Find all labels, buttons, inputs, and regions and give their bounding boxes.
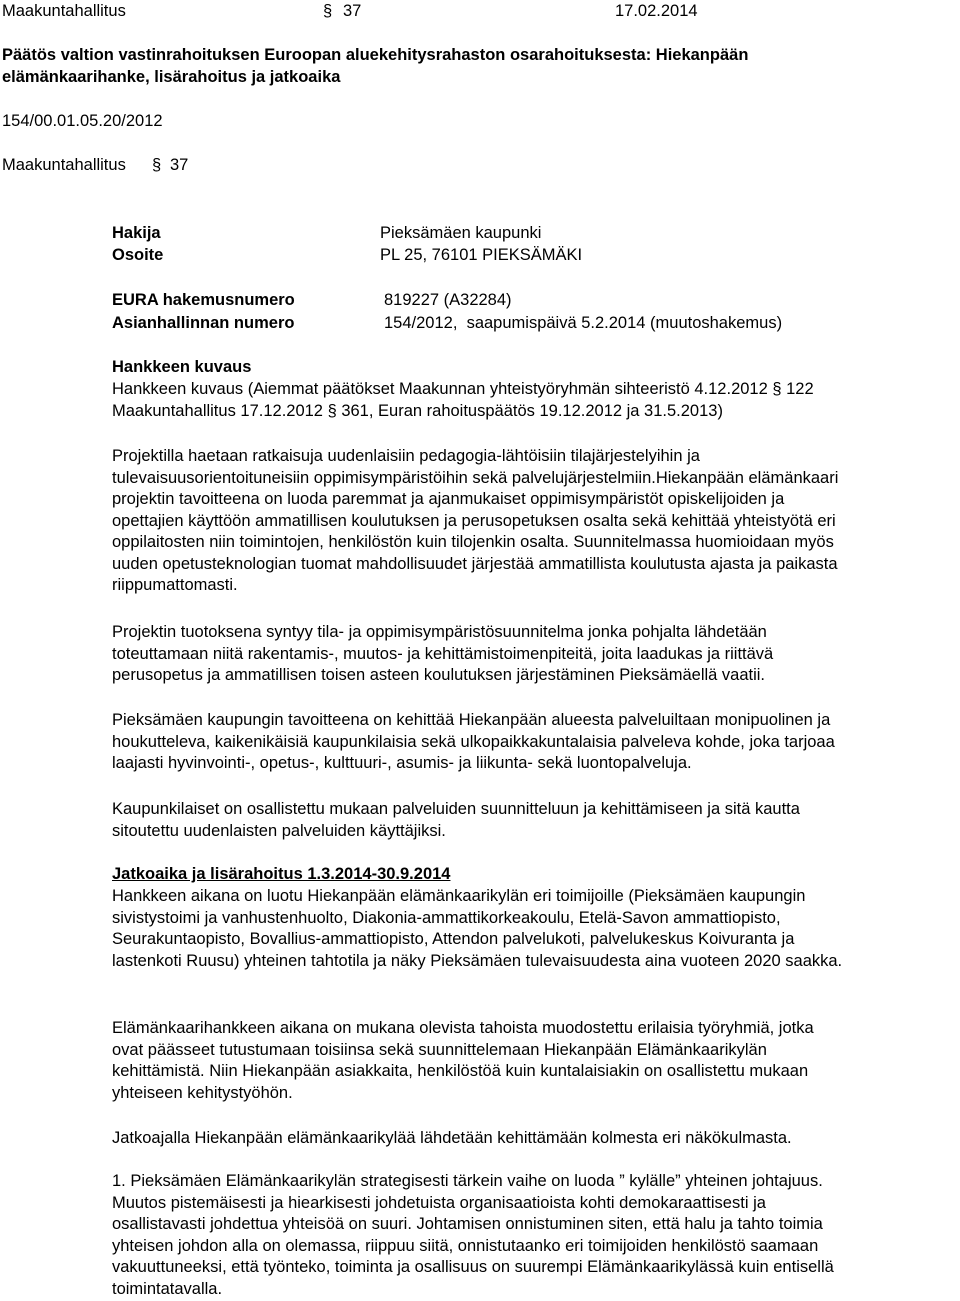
section-mark-icon: § (323, 2, 333, 20)
text-line: ovat päässeet tutustumaan toisiinsa sekä suunnittelemaan Hiekanpään Elämänkaarikylän (112, 1040, 767, 1059)
text-line: vakuuttuneeksi, että työnteko, toiminta ja osallisuus on suurempi Elämänkaarikylässä kuin entisellä (112, 1258, 834, 1276)
text-line: uuden opetusteknologian tuomat mahdollisuudet järjestää ammatillista koulutusta ajasta ja paikasta (112, 554, 838, 573)
text-line: Pieksämäen kaupungin tavoitteena on kehittää Hiekanpään alueesta palveluiltaan monipuolinen ja (112, 711, 831, 729)
text-line: opettajien käyttöön ammatillisen koulutuksen ja perusopetuksen osalta sekä kehittää yhteistyötä eri (112, 511, 836, 530)
text-line: houkutteleva, kaikenikäisiä kaupunkilaisia sekä ulkopaikkakuntalaisia palveleva kohde, joka tarjoaa (112, 732, 835, 751)
text-line: Projektilla haetaan ratkaisuja uudenlaisiin pedagogia-lähtöisiin tilajärjestelyihin ja (112, 447, 700, 465)
text-line: yhteisen johdon alla on olemassa, riippuu siitä, onnistutaanko eri toimijoiden henkilöstö saamaan (112, 1236, 819, 1255)
paragraph-working-groups (112, 1018, 958, 1104)
paragraph-city-goals (112, 710, 958, 775)
description-heading: Hankkeen kuvaus (112, 358, 252, 376)
text-line: sitoutettu uudenlaisten palveluiden käyttäjiksi. (112, 821, 446, 840)
section-mark-icon: § (152, 156, 162, 174)
paragraph-point-1 (112, 1171, 958, 1300)
document-title-line-1: Päätös valtion vastinrahoituksen Euroopan aluekehitysrahaston osarahoituksesta: Hiekanpään (2, 46, 749, 64)
text-line: Hankkeen aikana on luotu Hiekanpään elämänkaarikylän eri toimijoille (Pieksämäen kaupungin (112, 887, 806, 905)
eura-number-label: EURA hakemusnumero (112, 291, 295, 309)
text-line: sivistystoimi ja vanhustenhuolto, Diakonia-ammattikorkeakoulu, Etelä-Savon ammattiopisto, (112, 908, 781, 927)
extension-body (112, 886, 958, 972)
text-line: perusopetus ja ammatillisen toisen asteen koulutuksen järjestäminen Pieksämäellä vaatii. (112, 666, 766, 684)
text-line: yhteiseen kehitystyöhön. (112, 1083, 293, 1102)
text-line: riippumattomasti. (112, 576, 238, 594)
description-line: Maakuntahallitus 17.12.2012 § 361, Euran rahoituspäätös 19.12.2012 ja 31.5.2013) (112, 401, 723, 420)
applicant-label: Hakija (112, 224, 161, 242)
address-label: Osoite (112, 246, 164, 264)
text-line: Muutos pistemäisesti ja hiearkisesti johdetuista organisaatioista kohti demokaraattisesti ja (112, 1193, 766, 1212)
text-line: Elämänkaarihankkeen aikana on mukana olevista tahoista muodostettu erilaisia työryhmiä, jotka (112, 1019, 814, 1037)
prev-ref-section-number: 37 (170, 156, 189, 174)
text-line: Jatkoajalla Hiekanpään elämänkaarikylää lähdetään kehittämään kolmesta eri näkökulmasta. (112, 1129, 792, 1147)
text-line: Seurakuntaopisto, Bovallius-ammattiopisto, Attendon palvelukoti, palvelukeskus Koivuranta ja (112, 930, 795, 948)
extension-heading: Jatkoaika ja lisärahoitus 1.3.2014-30.9.2014 (112, 865, 451, 883)
record-number: 154/00.01.05.20/2012 (2, 112, 163, 130)
text-line: 1. Pieksämäen Elämänkaarikylän strategisesti tärkein vaihe on luoda ” kylälle” yhteinen johtajuus. (112, 1172, 823, 1190)
text-line: osallistavasti johdettua yhteisöä on suuri. Johtamisen onnistuminen siten, että halu ja tahto toimia (112, 1215, 823, 1233)
eura-number-value: 819227 (A32284) (384, 291, 512, 309)
paragraph-outputs (112, 622, 958, 687)
text-line: kehittämistä. Niin Hiekanpään asiakkaita, henkilöstöä kuin kuntalaisiakin on osallistettu mukaan (112, 1062, 809, 1080)
text-line: tulevaisuusorientoituneisiin oppimisympäristöihin sekä palvelujärjestelmiin.Hiekanpään elämänkaari (112, 468, 839, 487)
paragraph-goals (112, 446, 958, 597)
text-line: oppilaitosten niin toimintojen, henkilöstön kuin tilojenkin osalta. Suunnitelmassa huomioidaan myös (112, 533, 834, 551)
document-title-line-2: elämänkaarihanke, lisärahoitus ja jatkoaika (2, 68, 341, 86)
prev-ref-org: Maakuntahallitus (2, 156, 126, 174)
text-line: projektin tavoitteena on luoda paremmat ja ajanmukaiset oppimisympäristöt opiskelijoiden ja (112, 490, 785, 508)
header-section-number: 37 (343, 2, 362, 20)
header-org: Maakuntahallitus (2, 2, 126, 20)
paragraph-participation (112, 799, 958, 842)
text-line: Kaupunkilaiset on osallistettu mukaan palveluiden suunnitteluun ja kehittämiseen ja sitä kautta (112, 800, 800, 818)
applicant-value: Pieksämäen kaupunki (380, 224, 542, 242)
case-number-label: Asianhallinnan numero (112, 314, 295, 332)
text-line: toteuttamaan niitä rakentamis-, muutos- ja kehittämistoimenpiteitä, joita laadukas ja riittävä (112, 644, 774, 663)
text-line: toimintatavalla. (112, 1279, 223, 1298)
description-line: Hankkeen kuvaus (Aiemmat päätökset Maakunnan yhteistyöryhmän sihteeristö 4.12.2012 § 122 (112, 380, 814, 398)
description-body (112, 379, 958, 422)
text-line: Projektin tuotoksena syntyy tila- ja oppimisympäristösuunnitelma jonka pohjalta lähdetään (112, 623, 767, 641)
text-line: lastenkoti Ruusu) yhteinen tahtotila ja näky Pieksämäen tulevaisuudesta aina vuoteen 2020 saakka. (112, 951, 843, 970)
address-value: PL 25, 76101 PIEKSÄMÄKI (380, 246, 583, 264)
text-line: laajasti hyvinvointi-, opetus-, kulttuuri-, asumis- ja liikunta- sekä luontopalveluja. (112, 754, 692, 772)
case-number-value: 154/2012, saapumispäivä 5.2.2014 (muutoshakemus) (384, 314, 783, 332)
paragraph-perspectives (112, 1128, 958, 1150)
header-date: 17.02.2014 (615, 2, 698, 20)
